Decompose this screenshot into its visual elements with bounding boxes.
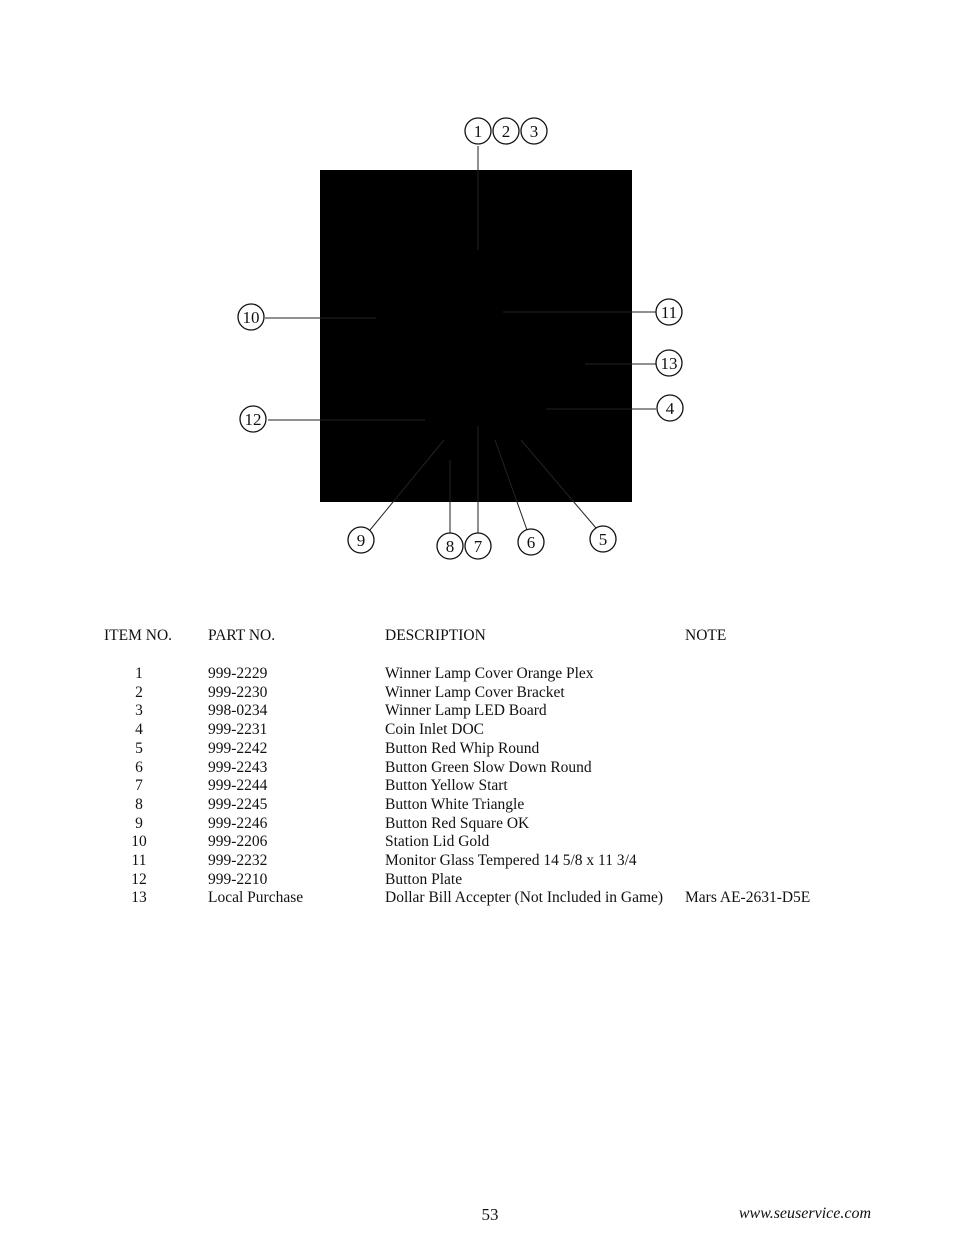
callout-label: 11 [660, 303, 678, 322]
callout-label: 10 [242, 308, 260, 327]
cell-part-number: 999-2243 [208, 758, 268, 776]
callout-label: 5 [598, 530, 608, 549]
callout-13 [656, 350, 682, 376]
cell-item-number: 6 [135, 758, 143, 776]
cell-item-number: 12 [131, 870, 147, 888]
cell-part-number: 999-2206 [208, 833, 268, 851]
table-row [0, 833, 954, 852]
callout-label: 12 [244, 410, 262, 429]
callout-1 [465, 118, 491, 144]
cell-part-number: 998-0234 [208, 702, 268, 720]
cell-item-number: 2 [135, 683, 143, 701]
cell-description: Station Lid Gold [385, 833, 490, 851]
cell-item-number: 13 [131, 889, 147, 907]
cell-part-number: 999-2231 [208, 721, 268, 739]
cell-item-number: 8 [135, 795, 143, 813]
callout-label: 1 [473, 122, 483, 141]
callout-5 [590, 526, 616, 552]
cell-description: Button Green Slow Down Round [385, 758, 592, 776]
cell-part-number: 999-2244 [208, 777, 268, 795]
cell-description: Button Red Square OK [385, 814, 530, 832]
cell-part-number: Local Purchase [208, 889, 304, 907]
cell-description: Winner Lamp Cover Orange Plex [385, 665, 594, 682]
callout-label: 3 [529, 122, 539, 141]
cell-description: Button White Triangle [385, 795, 525, 813]
cell-part-number: 999-2245 [208, 795, 268, 813]
table-row [0, 796, 954, 815]
cell-description: Button Yellow Start [385, 777, 508, 795]
cell-description: Coin Inlet DOC [385, 721, 485, 739]
table-row [0, 777, 954, 796]
header-description: DESCRIPTION [385, 627, 486, 644]
callout-4 [657, 395, 683, 421]
table-row [0, 721, 954, 740]
callout-label: 4 [665, 399, 675, 418]
cell-description: Button Red Whip Round [385, 739, 540, 757]
cell-item-number: 9 [135, 814, 143, 832]
callout-2 [493, 118, 519, 144]
cell-item-number: 5 [135, 739, 143, 757]
cell-item-number: 7 [135, 777, 143, 795]
cell-description: Winner Lamp Cover Bracket [385, 683, 565, 701]
cell-description: Button Plate [385, 870, 463, 888]
cell-description: Monitor Glass Tempered 14 5/8 x 11 3/4 [385, 852, 637, 869]
callout-label: 7 [473, 537, 483, 556]
callout-3 [521, 118, 547, 144]
table-row [0, 684, 954, 703]
cell-part-number: 999-2229 [208, 665, 268, 682]
cell-part-number: 999-2242 [208, 739, 268, 757]
callout-6 [518, 529, 544, 555]
diagram-image [320, 170, 632, 502]
callout-label: 6 [526, 533, 536, 552]
callout-12 [240, 406, 266, 432]
callout-8 [437, 533, 463, 559]
cell-item-number: 10 [131, 833, 147, 851]
cell-item-number: 3 [135, 702, 143, 720]
table-row [0, 702, 954, 721]
cell-note: Mars AE-2631-D5E [685, 889, 811, 907]
callout-label: 2 [501, 122, 511, 141]
cell-part-number: 999-2232 [208, 852, 268, 869]
header-note: NOTE [685, 627, 727, 644]
header-item-no: ITEM NO. [104, 627, 173, 644]
cell-item-number: 11 [131, 852, 147, 869]
cell-description: Winner Lamp LED Board [385, 702, 547, 720]
cell-item-number: 4 [135, 721, 143, 739]
cell-description: Dollar Bill Accepter (Not Included in Game) [385, 889, 664, 907]
cell-part-number: 999-2246 [208, 814, 268, 832]
callout-label: 9 [356, 531, 366, 550]
parts-diagram [0, 0, 954, 600]
callout-7 [465, 533, 491, 559]
table-row [0, 889, 954, 908]
table-row [0, 871, 954, 890]
table-row [0, 740, 954, 759]
cell-part-number: 999-2210 [208, 870, 268, 888]
table-row [0, 759, 954, 778]
callout-9 [348, 527, 374, 553]
header-part-no: PART NO. [208, 627, 276, 644]
callout-label: 13 [660, 354, 678, 373]
page-number: 53 [481, 1205, 499, 1224]
cell-item-number: 1 [135, 665, 143, 682]
callout-11 [656, 299, 682, 325]
cell-part-number: 999-2230 [208, 683, 268, 701]
table-row [0, 852, 954, 871]
callout-label: 8 [445, 537, 455, 556]
website-url: www.seuservice.com [738, 1205, 871, 1222]
callout-10 [238, 304, 264, 330]
table-row [0, 665, 954, 684]
table-row [0, 815, 954, 834]
